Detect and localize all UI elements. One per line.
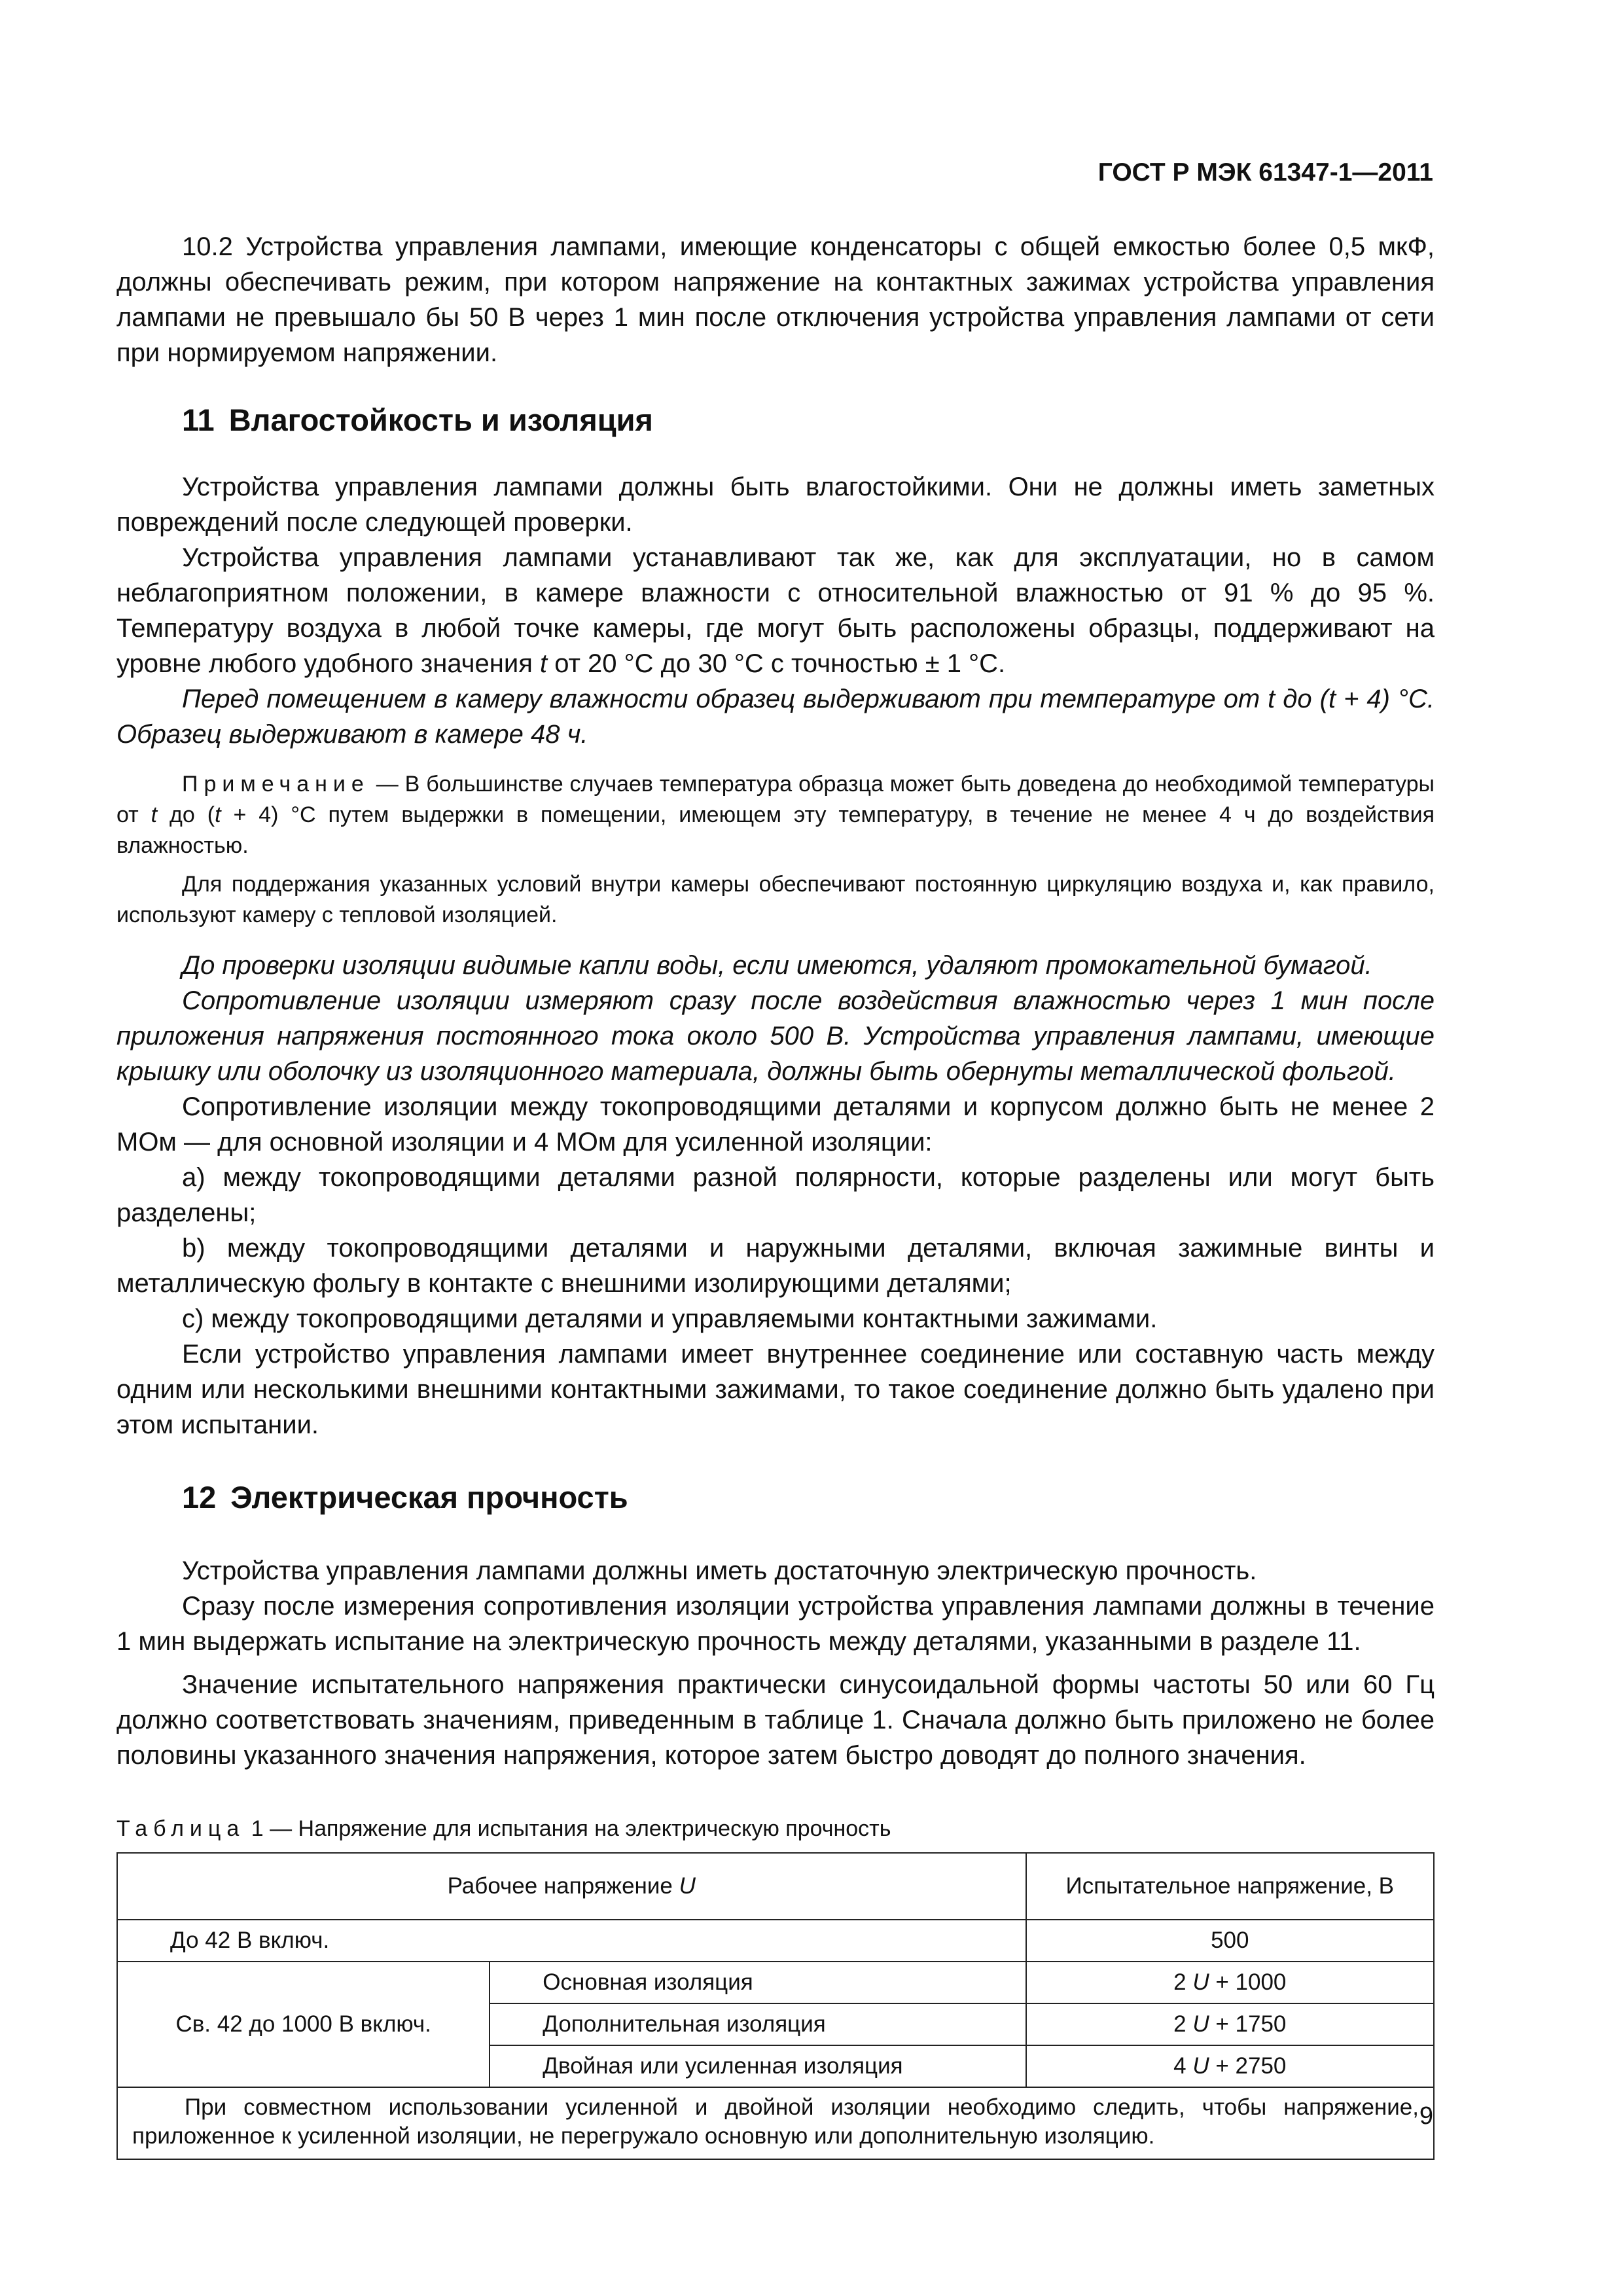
table-cell: Дополнительная изоляция	[490, 2003, 1026, 2045]
text-run: 2	[1173, 1969, 1193, 1995]
variable-t: t	[151, 802, 158, 827]
document-header: ГОСТ Р МЭК 61347-1—2011	[1097, 158, 1433, 187]
table-cell: Основная изоляция	[490, 1962, 1026, 2003]
table-header-row	[117, 1853, 1434, 1920]
text-run: + 2750	[1209, 2053, 1287, 2079]
table-cell: Двойная или усиленная изоляция	[490, 2045, 1026, 2087]
column-header-test-voltage: Испытательное напряжение, В	[1026, 1853, 1434, 1920]
text-run: + 4) °С путем выдержки в помещении, имеющем эту температуру, в течение не менее 4 ч до воздействия влажностью.	[116, 802, 1435, 858]
variable-u: U	[1192, 2011, 1209, 2037]
text-run: — В большинстве случаев температура образца может быть доведена до необходимой температуры от	[116, 772, 1435, 827]
paragraph-italic: Перед помещением в камеру влажности образец выдерживают при температуре от t до (t + 4) °С. Образец выдерживают в камере 48 ч.	[116, 685, 1435, 749]
text-run: Устройства управления лампами устанавливают так же, как для эксплуатации, но в самом неблагоприятном положении, в камере влажности с относительной влажностью от 91 % до 95 %. Температуру воздуха в любой точке камеры, где могут быть расположены образцы, поддерживают на уровне любого удобного значения	[116, 543, 1435, 678]
note-label: Примечание	[182, 772, 370, 797]
table-row	[117, 1962, 1434, 2003]
header-text: Рабочее напряжение	[447, 1873, 679, 1899]
paragraph: Если устройство управления лампами имеет внутреннее соединение или составную часть между одним или несколькими внешними контактными зажимами, то такое соединение должно быть удалено при этом испытании.	[116, 1340, 1435, 1439]
table-footnote	[117, 2087, 1434, 2159]
clause-10-2: 10.2 Устройства управления лампами, имеющие конденсаторы с общей емкостью более 0,5 мкФ, должны обеспечивать режим, при котором напряжение на контактных зажимах устройства управления лампами не превышало бы 50 В через 1 мин после отключения устройства управления лампами от сети при нормируемом напряжении.	[116, 232, 1435, 367]
text-run: + 1000	[1209, 1969, 1287, 1995]
table-footnote-row	[117, 2087, 1434, 2159]
table-cell: Св. 42 до 1000 В включ.	[117, 1962, 490, 2087]
note	[116, 769, 1435, 861]
variable-u: U	[1192, 2053, 1209, 2079]
text-run: от 20 °С до 30 °С с точностью ± 1 °С.	[547, 649, 1006, 678]
voltage-table	[116, 1852, 1435, 2160]
section-title: Влагостойкость и изоляция	[228, 403, 653, 437]
list-item: а) между токопроводящими деталями разной полярности, которые разделены или могут быть разделены;	[116, 1163, 1435, 1227]
text-run: 4	[1173, 2053, 1193, 2079]
paragraph: Устройства управления лампами должны быть влагостойкими. Они не должны иметь заметных повреждений после следующей проверки.	[116, 473, 1435, 537]
table-cell	[1026, 2045, 1434, 2087]
variable-t: t	[539, 649, 548, 678]
section-12-heading	[116, 1479, 1435, 1515]
table-cell: До 42 В включ.	[117, 1920, 1026, 1962]
table-caption-text: 1 — Напряжение для испытания на электрическую прочность	[245, 1816, 891, 1841]
table-caption-label: Таблица	[116, 1816, 245, 1841]
list-item: b) между токопроводящими деталями и наружными деталями, включая зажимные винты и металлическую фольгу в контакте с внешними изолирующими деталями;	[116, 1234, 1435, 1298]
page-number: 9	[1419, 2102, 1433, 2130]
variable-u: U	[1192, 1969, 1209, 1995]
text-run: + 1750	[1209, 2011, 1287, 2037]
variable-u: U	[679, 1873, 696, 1899]
table-caption	[116, 1816, 1435, 1842]
list-item: с) между токопроводящими деталями и управляемыми контактными зажимами.	[182, 1304, 1158, 1333]
page-content	[116, 229, 1435, 2160]
variable-t: t	[215, 802, 221, 827]
paragraph	[116, 540, 1435, 681]
table-cell	[1026, 2003, 1434, 2045]
table-cell	[1026, 1962, 1434, 2003]
text-run: 2	[1173, 2011, 1193, 2037]
footnote-text: При совместном использовании усиленной и двойной изоляции необходимо следить, чтобы напряжение, приложенное к усиленной изоляции, не перегружало основную или дополнительную изоляцию.	[132, 2094, 1419, 2149]
text-run: до (	[157, 802, 215, 827]
paragraph: Сопротивление изоляции между токопроводящими деталями и корпусом должно быть не менее 2 МОм — для основной изоляции и 4 МОм для усиленной изоляции:	[116, 1092, 1435, 1157]
note-continuation: Для поддержания указанных условий внутри камеры обеспечивают постоянную циркуляцию воздуха и, как правило, используют камеру с тепловой изоляцией.	[116, 872, 1435, 927]
section-number: 12	[182, 1480, 217, 1515]
paragraph: Устройства управления лампами должны иметь достаточную электрическую прочность.	[182, 1556, 1257, 1585]
paragraph-italic: До проверки изоляции видимые капли воды, если имеются, удаляют промокательной бумагой.	[182, 951, 1372, 980]
paragraph: Значение испытательного напряжения практически синусоидальной формы частоты 50 или 60 Гц должно соответствовать значениям, приведенным в таблице 1. Сначала должно быть приложено не более половины указанного значения напряжения, которое затем быстро доводят до полного значения.	[116, 1670, 1435, 1770]
table-row	[117, 1920, 1434, 1962]
paragraph: Сразу после измерения сопротивления изоляции устройства управления лампами должны в течение 1 мин выдержать испытание на электрическую прочность между деталями, указанными в разделе 11.	[116, 1592, 1435, 1656]
table-cell: 500	[1026, 1920, 1434, 1962]
column-header-working-voltage	[117, 1853, 1026, 1920]
section-11-heading	[116, 402, 1435, 438]
paragraph-italic: Сопротивление изоляции измеряют сразу после воздействия влажностью через 1 мин после приложения напряжения постоянного тока около 500 В. Устройства управления лампами, имеющие крышку или оболочку из изоляционного материала, должны быть обернуты металлической фольгой.	[116, 986, 1435, 1086]
section-number: 11	[182, 403, 215, 437]
section-title: Электрическая прочность	[230, 1480, 628, 1515]
